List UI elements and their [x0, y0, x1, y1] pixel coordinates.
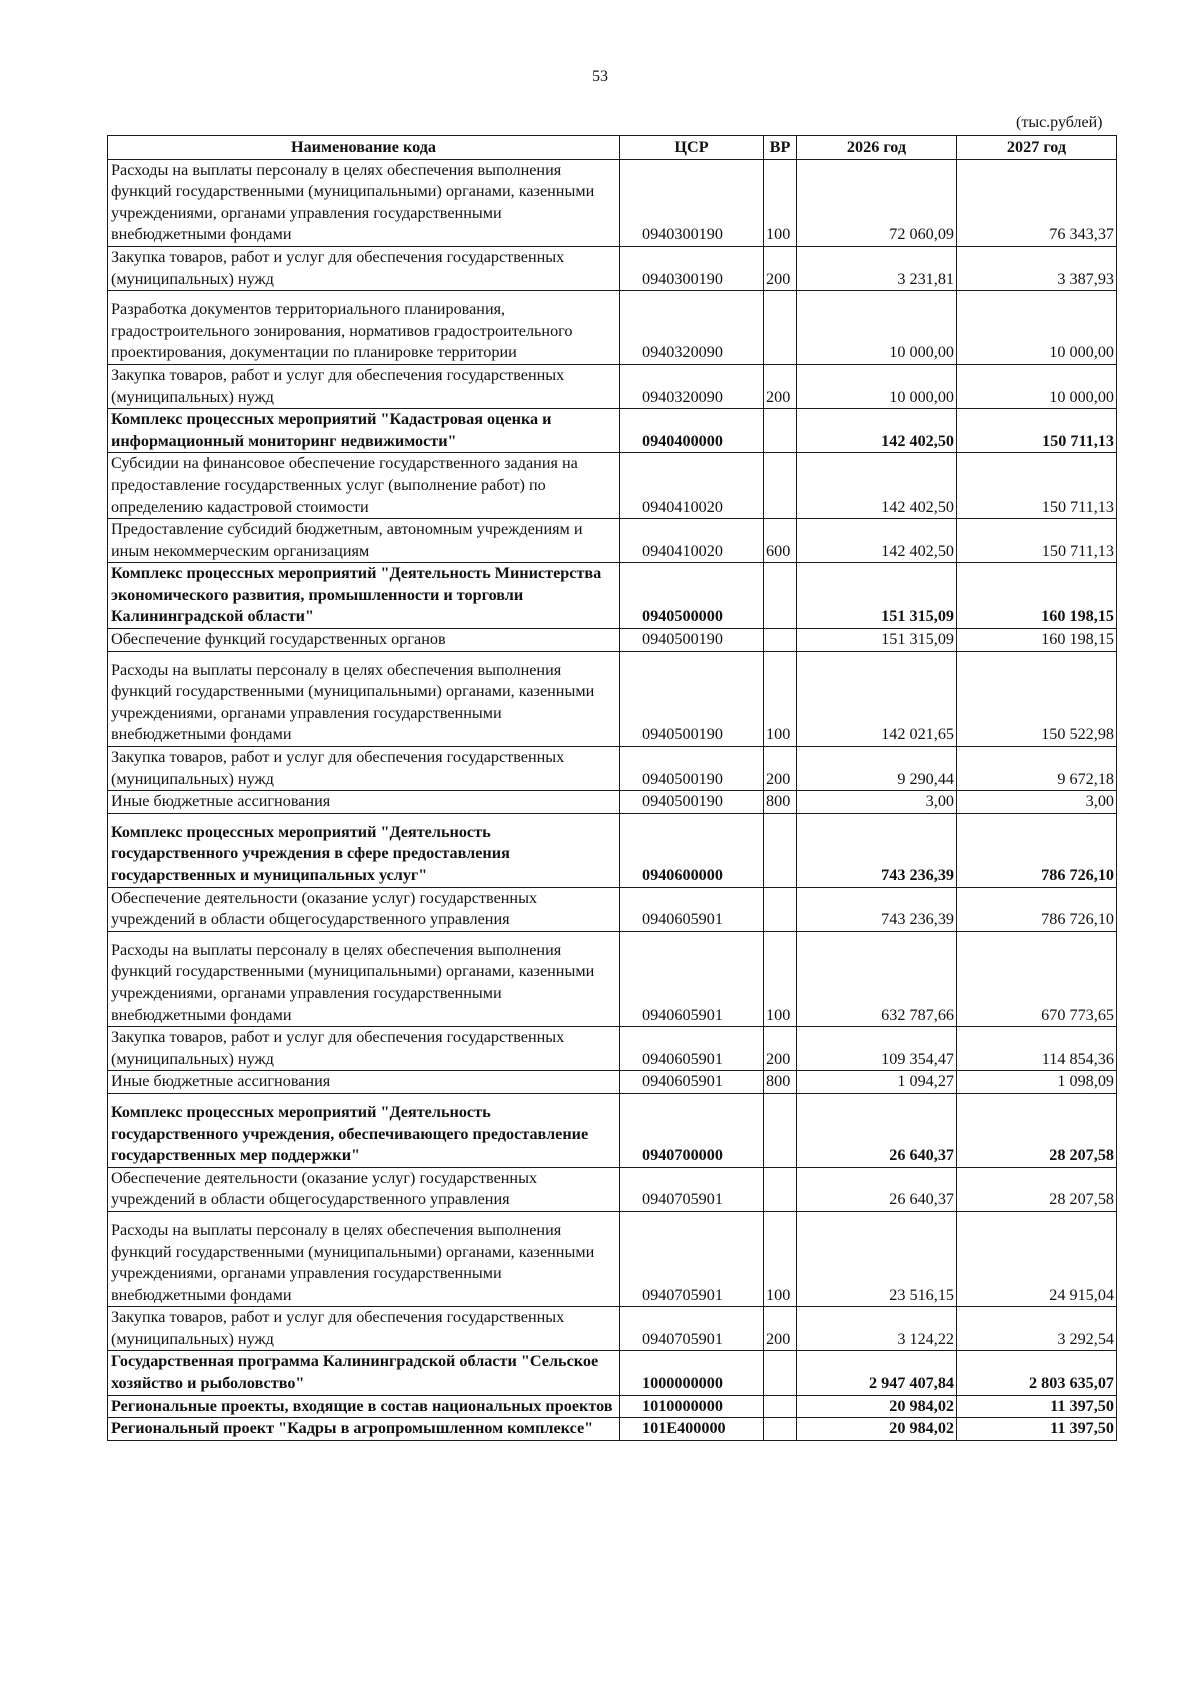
table-row [108, 246, 1117, 290]
cell-vr: 200 [764, 1027, 797, 1071]
cell-csr: 0940605901 [620, 1071, 764, 1094]
cell-vr: 100 [764, 931, 797, 1026]
header-name: Наименование кода [108, 136, 620, 160]
table-row [108, 1211, 1117, 1306]
table-row [108, 651, 1117, 746]
cell-vr: 800 [764, 791, 797, 814]
cell-csr: 0940600000 [620, 813, 764, 887]
cell-2026: 142 402,50 [797, 409, 957, 453]
table-row [108, 159, 1117, 246]
cell-vr: 100 [764, 651, 797, 746]
cell-csr: 0940410020 [620, 453, 764, 519]
cell-2026: 151 315,09 [797, 629, 957, 652]
cell-2026: 109 354,47 [797, 1027, 957, 1071]
cell-vr: 200 [764, 1307, 797, 1351]
cell-2027: 24 915,04 [957, 1211, 1117, 1306]
cell-2026: 20 984,02 [797, 1418, 957, 1441]
cell-name: Закупка товаров, работ и услуг для обеспечения государственных (муниципальных) нужд [108, 1027, 620, 1071]
cell-2026: 10 000,00 [797, 364, 957, 408]
cell-2027: 11 397,50 [957, 1418, 1117, 1441]
cell-csr: 0940300190 [620, 159, 764, 246]
cell-2027: 786 726,10 [957, 813, 1117, 887]
cell-csr: 1000000000 [620, 1351, 764, 1395]
cell-name: Расходы на выплаты персоналу в целях обеспечения выполнения функций государственными (муниципальными) органами, казенными учреждениями, органами управления государственными внебюджетными фондами [108, 931, 620, 1026]
cell-2026: 632 787,66 [797, 931, 957, 1026]
cell-2027: 3 387,93 [957, 246, 1117, 290]
cell-csr: 0940605901 [620, 931, 764, 1026]
table-row [108, 629, 1117, 652]
cell-2027: 786 726,10 [957, 887, 1117, 931]
cell-2027: 670 773,65 [957, 931, 1117, 1026]
cell-2026: 3 231,81 [797, 246, 957, 290]
budget-table [107, 135, 1117, 1441]
table-row [108, 791, 1117, 814]
cell-2026: 743 236,39 [797, 813, 957, 887]
cell-vr: 200 [764, 747, 797, 791]
cell-vr: 200 [764, 364, 797, 408]
header-2027: 2027 год [957, 136, 1117, 160]
cell-csr: 0940410020 [620, 519, 764, 563]
table-row [108, 291, 1117, 365]
cell-name: Комплекс процессных мероприятий "Деятельность государственного учреждения в сфере предоставления государственных и муниципальных услуг" [108, 813, 620, 887]
cell-2027: 150 711,13 [957, 519, 1117, 563]
cell-vr [764, 887, 797, 931]
cell-name: Региональные проекты, входящие в состав национальных проектов [108, 1395, 620, 1418]
cell-2026: 142 402,50 [797, 453, 957, 519]
units-label: (тыс.рублей) [1016, 114, 1103, 131]
cell-2026: 3,00 [797, 791, 957, 814]
table-row [108, 409, 1117, 453]
page-number: 53 [592, 68, 608, 85]
cell-csr: 0940320090 [620, 364, 764, 408]
cell-2026: 1 094,27 [797, 1071, 957, 1094]
table-row [108, 453, 1117, 519]
cell-vr: 200 [764, 246, 797, 290]
table-row [108, 1395, 1117, 1418]
cell-name: Иные бюджетные ассигнования [108, 791, 620, 814]
cell-name: Субсидии на финансовое обеспечение государственного задания на предоставление государственных услуг (выполнение работ) по определению кадастровой стоимости [108, 453, 620, 519]
cell-csr: 0940705901 [620, 1211, 764, 1306]
cell-2027: 1 098,09 [957, 1071, 1117, 1094]
cell-2026: 23 516,15 [797, 1211, 957, 1306]
cell-csr: 0940320090 [620, 291, 764, 365]
cell-2026: 72 060,09 [797, 159, 957, 246]
cell-name: Комплекс процессных мероприятий "Деятельность государственного учреждения, обеспечивающего предоставление государственных мер поддержки" [108, 1093, 620, 1167]
cell-2027: 9 672,18 [957, 747, 1117, 791]
cell-vr: 800 [764, 1071, 797, 1094]
cell-csr: 0940500000 [620, 563, 764, 629]
cell-vr [764, 1167, 797, 1211]
cell-vr [764, 291, 797, 365]
cell-csr: 0940705901 [620, 1167, 764, 1211]
table-row [108, 563, 1117, 629]
cell-csr: 0940400000 [620, 409, 764, 453]
cell-vr [764, 813, 797, 887]
cell-name: Обеспечение функций государственных органов [108, 629, 620, 652]
table-row [108, 1307, 1117, 1351]
table-row [108, 931, 1117, 1026]
cell-vr: 100 [764, 159, 797, 246]
table-row [108, 519, 1117, 563]
cell-vr [764, 1351, 797, 1395]
cell-csr: 0940605901 [620, 1027, 764, 1071]
table-header [108, 136, 1117, 160]
cell-csr: 0940605901 [620, 887, 764, 931]
cell-name: Расходы на выплаты персоналу в целях обеспечения выполнения функций государственными (муниципальными) органами, казенными учреждениями, органами управления государственными внебюджетными фондами [108, 651, 620, 746]
cell-csr: 0940500190 [620, 651, 764, 746]
cell-2027: 160 198,15 [957, 629, 1117, 652]
cell-csr: 0940700000 [620, 1093, 764, 1167]
cell-vr [764, 563, 797, 629]
cell-2027: 3,00 [957, 791, 1117, 814]
cell-name: Закупка товаров, работ и услуг для обеспечения государственных (муниципальных) нужд [108, 246, 620, 290]
cell-name: Региональный проект "Кадры в агропромышленном комплексе" [108, 1418, 620, 1441]
table-row [108, 364, 1117, 408]
cell-csr: 0940500190 [620, 791, 764, 814]
cell-name: Иные бюджетные ассигнования [108, 1071, 620, 1094]
header-vr: ВР [764, 136, 797, 160]
cell-2026: 3 124,22 [797, 1307, 957, 1351]
cell-vr [764, 1418, 797, 1441]
cell-2027: 11 397,50 [957, 1395, 1117, 1418]
table-row [108, 1071, 1117, 1094]
cell-vr: 100 [764, 1211, 797, 1306]
cell-2027: 150 522,98 [957, 651, 1117, 746]
cell-name: Закупка товаров, работ и услуг для обеспечения государственных (муниципальных) нужд [108, 364, 620, 408]
cell-name: Расходы на выплаты персоналу в целях обеспечения выполнения функций государственными (муниципальными) органами, казенными учреждениями, органами управления государственными внебюджетными фондами [108, 1211, 620, 1306]
table-row [108, 1167, 1117, 1211]
cell-2026: 2 947 407,84 [797, 1351, 957, 1395]
cell-2027: 160 198,15 [957, 563, 1117, 629]
cell-2027: 28 207,58 [957, 1167, 1117, 1211]
header-csr: ЦСР [620, 136, 764, 160]
cell-vr: 600 [764, 519, 797, 563]
table-row [108, 887, 1117, 931]
cell-2027: 3 292,54 [957, 1307, 1117, 1351]
table-row [108, 1418, 1117, 1441]
cell-name: Закупка товаров, работ и услуг для обеспечения государственных (муниципальных) нужд [108, 1307, 620, 1351]
cell-vr [764, 453, 797, 519]
cell-name: Комплекс процессных мероприятий "Деятельность Министерства экономического развития, промышленности и торговли Калининградской области" [108, 563, 620, 629]
cell-name: Комплекс процессных мероприятий "Кадастровая оценка и информационный мониторинг недвижимости" [108, 409, 620, 453]
cell-2026: 151 315,09 [797, 563, 957, 629]
cell-2027: 114 854,36 [957, 1027, 1117, 1071]
cell-2026: 743 236,39 [797, 887, 957, 931]
cell-2026: 26 640,37 [797, 1093, 957, 1167]
table-row [108, 747, 1117, 791]
table-row [108, 1351, 1117, 1395]
cell-2026: 20 984,02 [797, 1395, 957, 1418]
cell-name: Закупка товаров, работ и услуг для обеспечения государственных (муниципальных) нужд [108, 747, 620, 791]
cell-name: Обеспечение деятельности (оказание услуг) государственных учреждений в области общегосударственного управления [108, 1167, 620, 1211]
cell-name: Государственная программа Калининградской области "Сельское хозяйство и рыболовство" [108, 1351, 620, 1395]
cell-2027: 150 711,13 [957, 409, 1117, 453]
table-row [108, 813, 1117, 887]
cell-vr [764, 1093, 797, 1167]
table-body [108, 159, 1117, 1440]
cell-name: Предоставление субсидий бюджетным, автономным учреждениям и иным некоммерческим организациям [108, 519, 620, 563]
cell-2027: 28 207,58 [957, 1093, 1117, 1167]
header-row [108, 136, 1117, 160]
cell-2026: 142 402,50 [797, 519, 957, 563]
cell-name: Расходы на выплаты персоналу в целях обеспечения выполнения функций государственными (муниципальными) органами, казенными учреждениями, органами управления государственными внебюджетными фондами [108, 159, 620, 246]
header-2026: 2026 год [797, 136, 957, 160]
cell-2027: 10 000,00 [957, 291, 1117, 365]
cell-name: Обеспечение деятельности (оказание услуг) государственных учреждений в области общегосударственного управления [108, 887, 620, 931]
cell-name: Разработка документов территориального планирования, градостроительного зонирования, нормативов градостроительного проектирования, документации по планировке территории [108, 291, 620, 365]
cell-csr: 0940500190 [620, 747, 764, 791]
cell-csr: 1010000000 [620, 1395, 764, 1418]
cell-vr [764, 629, 797, 652]
table-row [108, 1093, 1117, 1167]
cell-csr: 0940705901 [620, 1307, 764, 1351]
cell-2026: 9 290,44 [797, 747, 957, 791]
cell-csr: 101E400000 [620, 1418, 764, 1441]
cell-2027: 76 343,37 [957, 159, 1117, 246]
cell-vr [764, 1395, 797, 1418]
cell-2026: 26 640,37 [797, 1167, 957, 1211]
cell-vr [764, 409, 797, 453]
cell-2027: 10 000,00 [957, 364, 1117, 408]
cell-2026: 142 021,65 [797, 651, 957, 746]
cell-2027: 2 803 635,07 [957, 1351, 1117, 1395]
cell-2026: 10 000,00 [797, 291, 957, 365]
table-row [108, 1027, 1117, 1071]
cell-csr: 0940300190 [620, 246, 764, 290]
cell-2027: 150 711,13 [957, 453, 1117, 519]
cell-csr: 0940500190 [620, 629, 764, 652]
